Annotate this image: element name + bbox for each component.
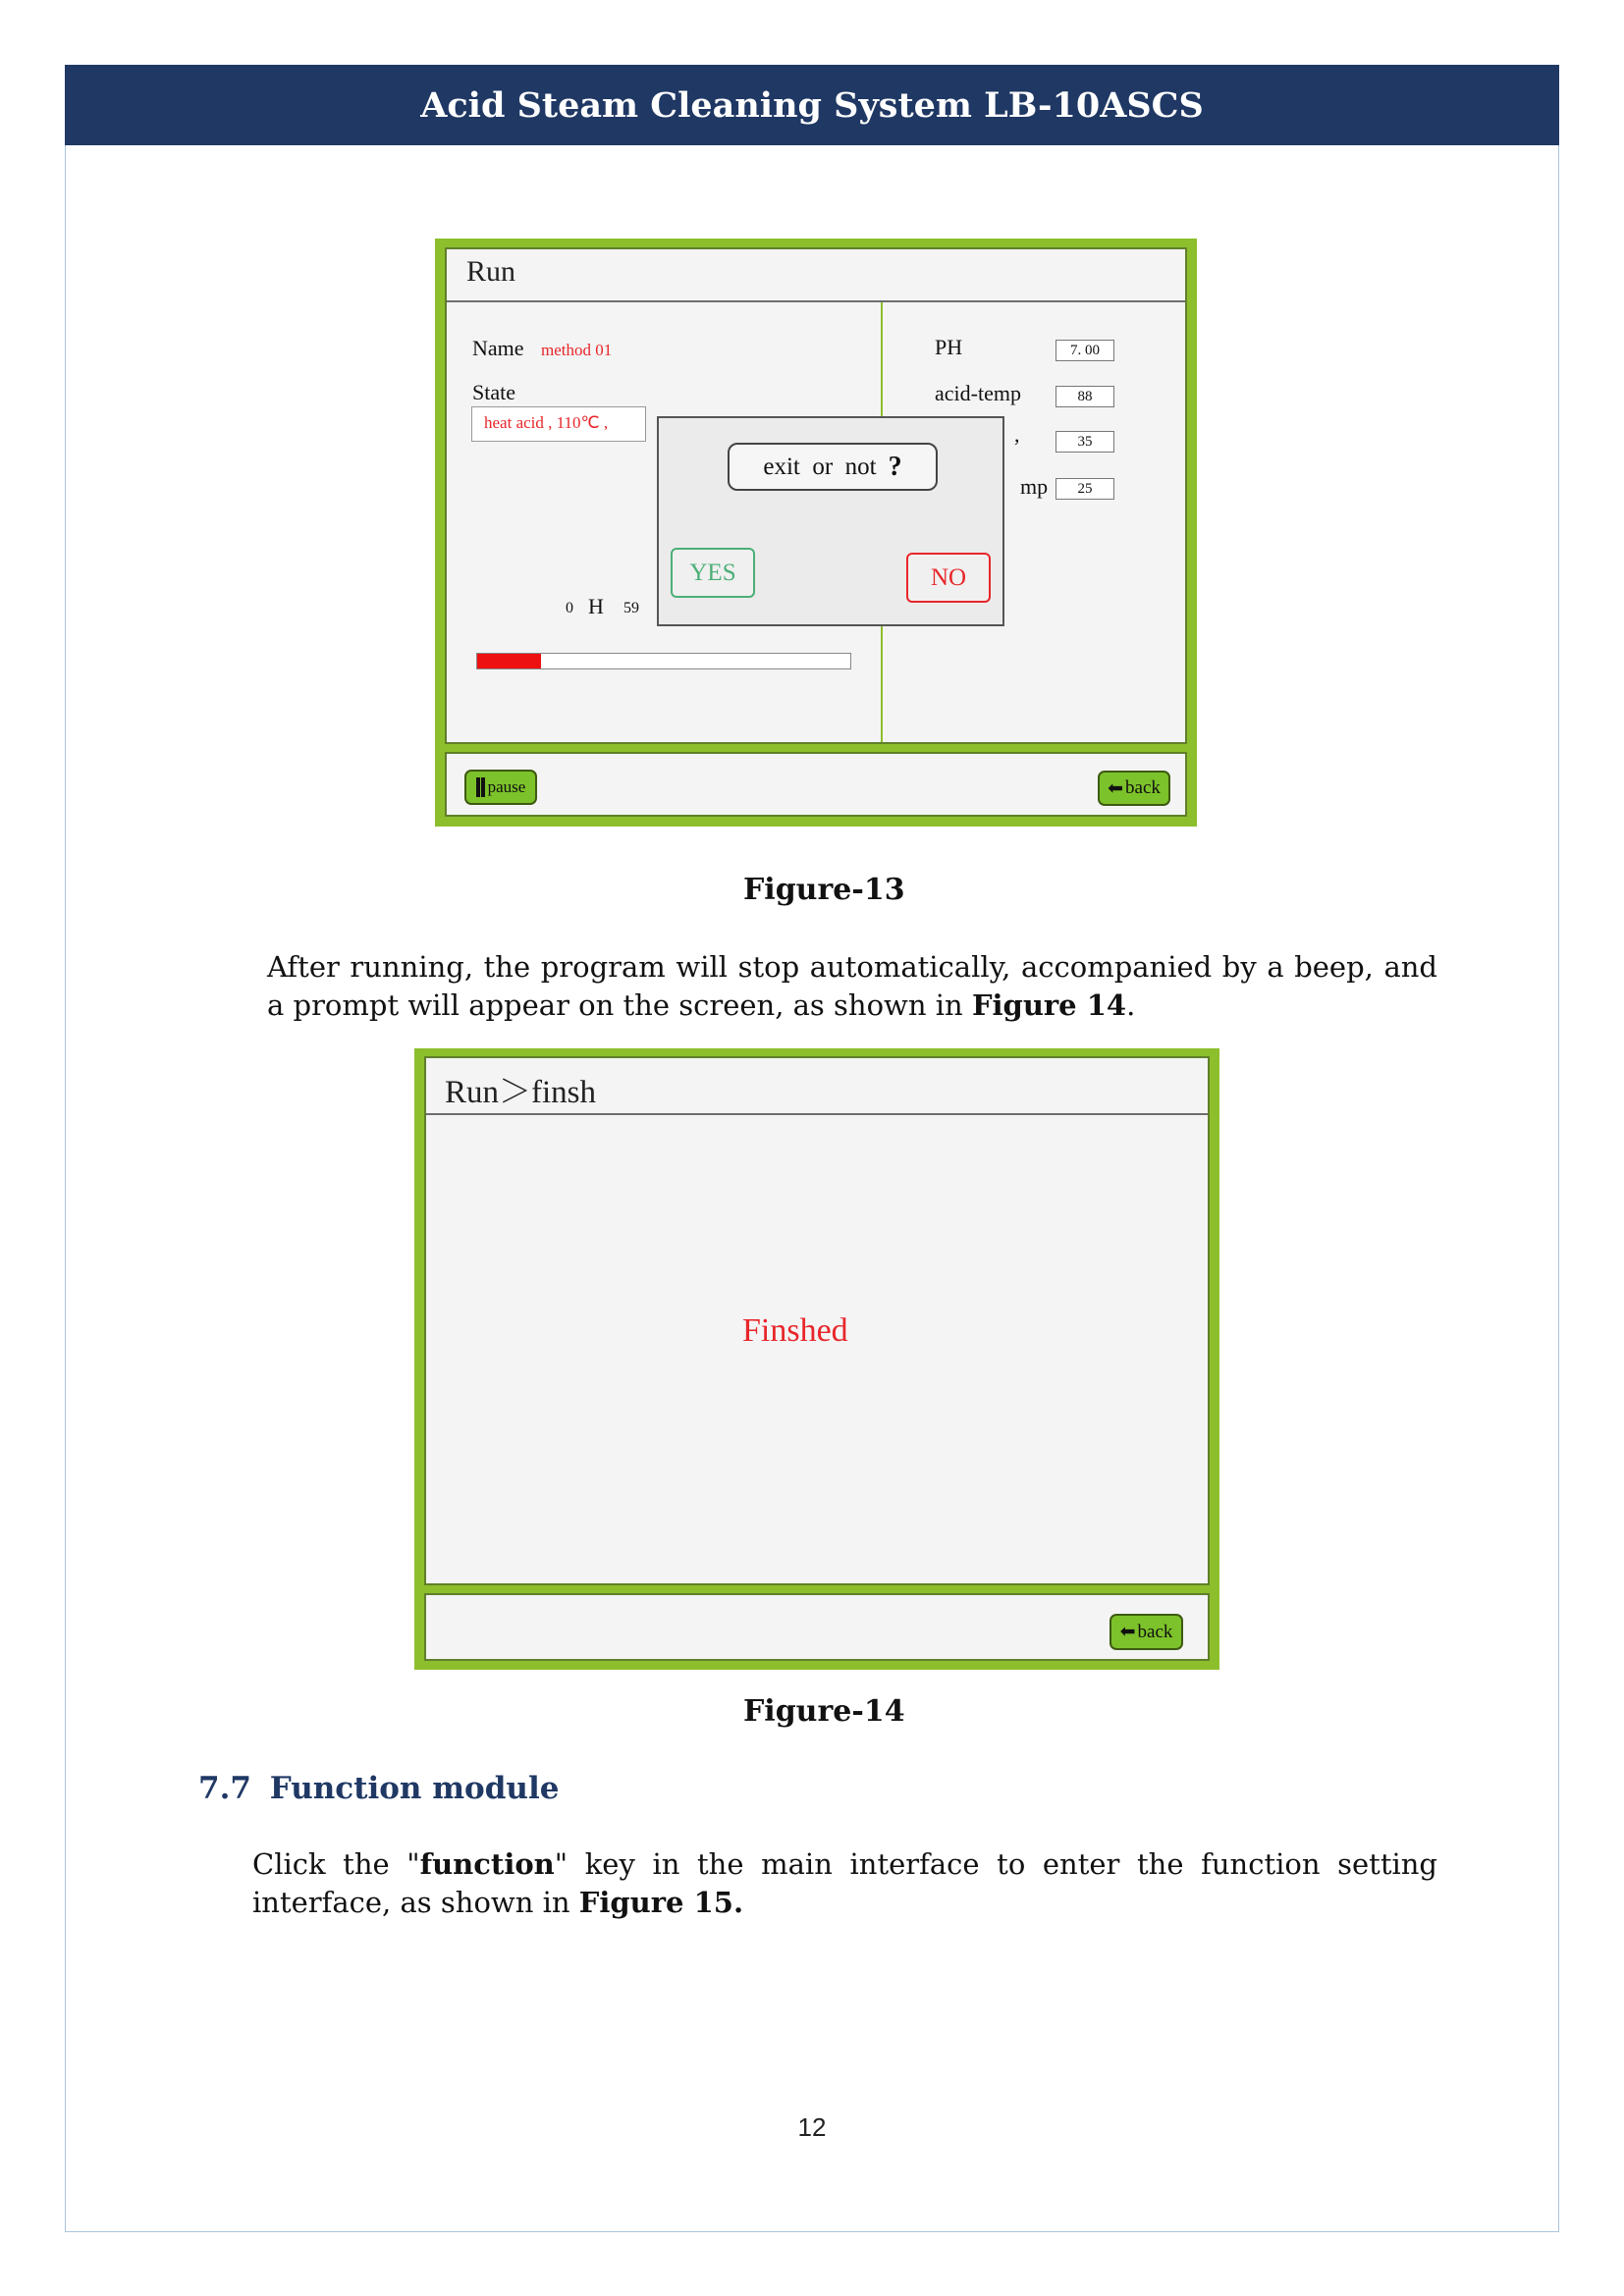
run-main-panel [445, 247, 1187, 744]
figure-14-caption: Figure-14 [743, 1694, 905, 1729]
pause-icon [476, 777, 485, 797]
readout-4-label: mp [1020, 474, 1049, 499]
yes-button[interactable] [671, 548, 755, 598]
document-title: Acid Steam Cleaning System LB-10ASCS [420, 84, 1204, 126]
run-progress-fill [477, 654, 541, 668]
finish-main-panel [424, 1056, 1210, 1585]
acid-temp-label: acid-temp [935, 381, 1021, 405]
section-title: Function module [269, 1771, 560, 1806]
no-button[interactable] [906, 553, 991, 603]
screen-title-finish: Run＞finsh [445, 1075, 597, 1110]
page-number: 12 [797, 2112, 827, 2142]
function-key-ref: function [419, 1847, 555, 1881]
figure-14-screen [414, 1048, 1219, 1670]
title-divider [426, 1113, 1208, 1115]
back-button[interactable] [1110, 1614, 1183, 1650]
exit-question-text: exit or not [763, 453, 877, 480]
state-value: heat acid , 110℃ , [484, 413, 609, 432]
figure-13-caption: Figure-13 [743, 873, 905, 907]
state-field [471, 406, 646, 442]
state-label: State [472, 380, 515, 404]
timer-unit: H [588, 594, 604, 618]
paragraph-2-figure-ref: Figure 15. [578, 1886, 744, 1919]
exit-question-box [728, 443, 938, 491]
name-label: Name [472, 336, 524, 360]
exit-dialog [657, 416, 1004, 626]
paragraph-function-module [252, 1845, 1437, 1922]
document-header [65, 65, 1559, 145]
no-button-label: NO [930, 563, 967, 591]
paragraph-1-text: After running, the program will stop automatically, accompanied by a beep, and a prompt will appear on the screen, as shown in [267, 950, 1437, 1022]
method-name-value: method 01 [541, 341, 613, 359]
section-number: 7.7 [198, 1771, 251, 1806]
timer-hours: 0 [566, 600, 573, 616]
paragraph-1-figure-ref: Figure 14 [971, 988, 1127, 1022]
ph-value: 7. 00 [1056, 340, 1114, 361]
screen-title: Run [466, 255, 516, 288]
run-progress-bar [476, 653, 851, 669]
readout-3-label: , [1014, 422, 1020, 447]
paragraph-after-running [267, 948, 1437, 1025]
back-button[interactable] [1098, 771, 1170, 806]
finished-message: Finshed [742, 1312, 848, 1349]
readout-3-value: 35 [1056, 431, 1114, 453]
acid-temp-value: 88 [1056, 386, 1114, 407]
paragraph-2-part-2: " key in the main interface to enter the function setting interface, as shown in [252, 1847, 1437, 1919]
run-bottom-bar [445, 752, 1187, 817]
timer-minutes: 59 [623, 600, 639, 616]
finish-bottom-bar [424, 1593, 1210, 1661]
section-heading [198, 1771, 559, 1806]
readout-4-value: 25 [1056, 478, 1114, 500]
title-divider [447, 300, 1185, 302]
back-button-label: back [1125, 777, 1161, 798]
pause-button[interactable] [464, 770, 537, 805]
back-button-label: back [1137, 1621, 1173, 1642]
question-mark-icon: ? [888, 451, 902, 482]
yes-button-label: YES [689, 559, 736, 586]
figure-13-screen [435, 239, 1197, 827]
paragraph-1-end: . [1126, 988, 1136, 1022]
paragraph-2-part-1: Click the " [252, 1847, 420, 1881]
back-arrow-icon: ⬅ [1119, 1622, 1136, 1642]
back-arrow-icon: ⬅ [1108, 777, 1124, 799]
ph-label: PH [935, 335, 963, 359]
pause-button-label: pause [487, 777, 526, 796]
